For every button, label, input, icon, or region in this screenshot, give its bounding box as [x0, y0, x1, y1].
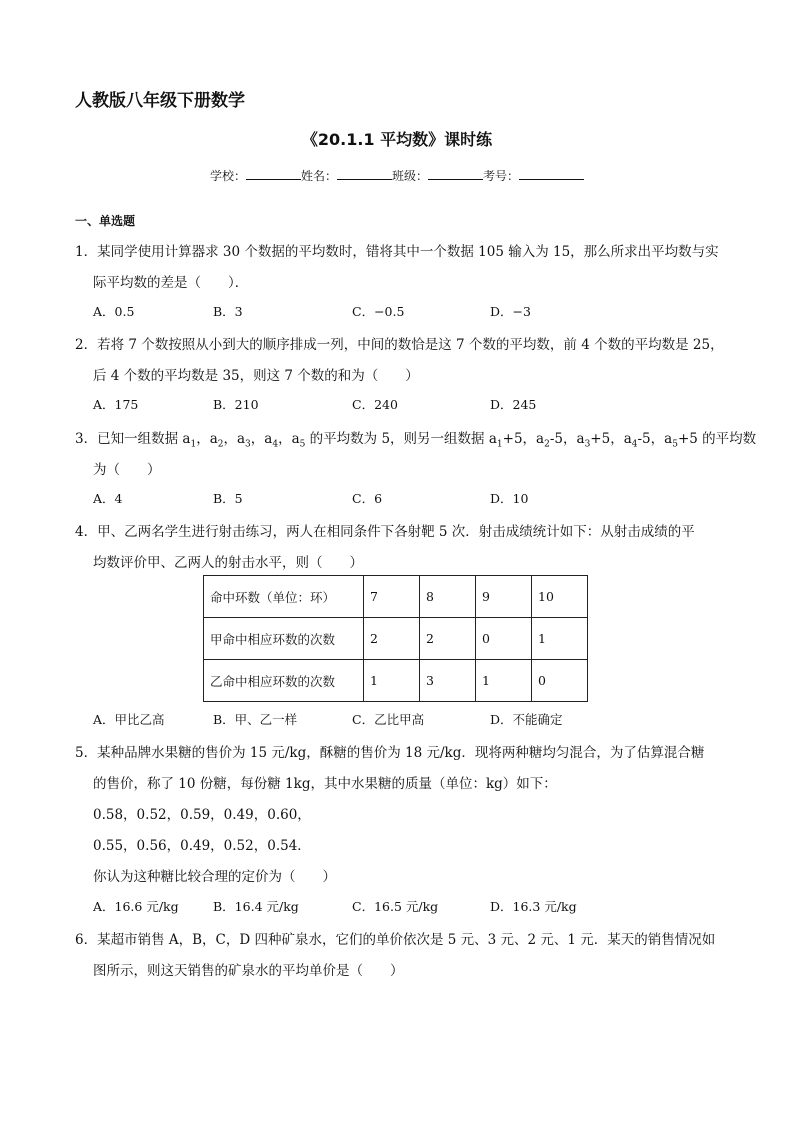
- q2-line2: 后 4 个数的平均数是 35，则这 7 个数的和为（ ）: [93, 368, 419, 384]
- student-info-line: [0, 167, 794, 184]
- class-label: 班级：: [392, 169, 429, 183]
- q6-line1: 6．某超市销售 A，B，C，D 四种矿泉水，它们的单价依次是 5 元、3 元、2 元、1 元．某天的销售情况如: [75, 932, 716, 948]
- school-blank[interactable]: [246, 167, 301, 180]
- section-heading: 一、单选题: [75, 214, 136, 228]
- q5-option-a[interactable]: A．16.6 元/kg: [93, 899, 179, 914]
- table-cell: 0: [532, 660, 588, 702]
- q4-line2: 均数评价甲、乙两人的射击水平，则（ ）: [93, 555, 363, 571]
- q5-line3: 0.58，0.52，0.59，0.49，0.60，: [93, 807, 311, 823]
- q2-option-d[interactable]: D．245: [490, 397, 537, 412]
- q2-line1: 2．若将 7 个数按照从小到大的顺序排成一列，中间的数恰是这 7 个数的平均数，前 4 个数的平均数是 25，: [75, 337, 724, 353]
- q4-line1: 4．甲、乙两名学生进行射击练习，两人在相同条件下各射靶 5 次．射击成绩统计如下：从射击成绩的平: [75, 524, 695, 540]
- class-blank[interactable]: [428, 167, 483, 180]
- q4-option-a[interactable]: A．甲比乙高: [93, 712, 165, 727]
- shooting-stats-table: [203, 575, 588, 702]
- q3-option-a[interactable]: A．4: [93, 491, 123, 506]
- table-cell: 甲命中相应环数的次数: [204, 618, 364, 660]
- q3-option-b[interactable]: B．5: [213, 491, 243, 506]
- q5-option-d[interactable]: D．16.3 元/kg: [490, 899, 577, 914]
- table-cell: 2: [420, 618, 476, 660]
- table-cell: 7: [364, 576, 420, 618]
- q1-option-d[interactable]: D．−3: [490, 304, 531, 319]
- id-blank[interactable]: [519, 167, 584, 180]
- table-cell: 3: [420, 660, 476, 702]
- q2-option-b[interactable]: B．210: [213, 397, 259, 412]
- q5-line5: 你认为这种糖比较合理的定价为（ ）: [93, 869, 336, 885]
- q2-option-a[interactable]: A．175: [93, 397, 139, 412]
- table-cell: 1: [532, 618, 588, 660]
- q1-line1: 1．某同学使用计算器求 30 个数据的平均数时，错将其中一个数据 105 输入为 15，那么所求出平均数与实: [75, 244, 719, 260]
- table-row: [204, 576, 588, 618]
- q5-line1: 5．某种品牌水果糖的售价为 15 元/kg，酥糖的售价为 18 元/kg．现将两种糖均匀混合，为了估算混合糖: [75, 745, 705, 761]
- table-cell: 乙命中相应环数的次数: [204, 660, 364, 702]
- table-cell: 0: [476, 618, 532, 660]
- table-cell: 9: [476, 576, 532, 618]
- school-label: 学校：: [209, 169, 246, 183]
- q3-line2: 为（ ）: [93, 462, 161, 478]
- name-label: 姓名：: [300, 169, 337, 183]
- q1-option-b[interactable]: B．3: [213, 304, 243, 319]
- name-blank[interactable]: [337, 167, 392, 180]
- table-cell: 1: [364, 660, 420, 702]
- id-label: 考号：: [483, 169, 520, 183]
- q3-line1: 3．已知一组数据 $a_1$，$a_2$，$a_3$，$a_4$，$a_5$ 的平均数为 5，则另一组数据 $a_1+5$，$a_2-5$，$a_3+5$，$a_4-5$，$a_5+5$ 的平均数: [75, 431, 757, 450]
- q4-option-b[interactable]: B．甲、乙一样: [213, 712, 298, 727]
- table-cell: 2: [364, 618, 420, 660]
- series-title: 人教版八年级下册数学: [75, 91, 245, 111]
- q5-line4: 0.55，0.56，0.49，0.52，0.54．: [93, 838, 311, 854]
- q3-option-c[interactable]: C．6: [352, 491, 383, 506]
- table-cell: 命中环数（单位：环）: [204, 576, 364, 618]
- q4-option-d[interactable]: D．不能确定: [490, 712, 563, 727]
- q1-option-c[interactable]: C．−0.5: [352, 304, 405, 319]
- q5-option-b[interactable]: B．16.4 元/kg: [213, 899, 299, 914]
- q2-option-c[interactable]: C．240: [352, 397, 398, 412]
- q5-line2: 的售价，称了 10 份糖，每份糖 1kg，其中水果糖的质量（单位：kg）如下：: [93, 776, 557, 792]
- q6-line2: 图所示，则这天销售的矿泉水的平均单价是（ ）: [93, 963, 404, 979]
- table-cell: 10: [532, 576, 588, 618]
- q4-option-c[interactable]: C．乙比甲高: [352, 712, 425, 727]
- table-row: [204, 660, 588, 702]
- q1-option-a[interactable]: A．0.5: [93, 304, 135, 319]
- q1-line2: 际平均数的差是（ ）．: [93, 275, 249, 291]
- table-row: [204, 618, 588, 660]
- table-cell: 8: [420, 576, 476, 618]
- q5-option-c[interactable]: C．16.5 元/kg: [352, 899, 439, 914]
- q3-option-d[interactable]: D．10: [490, 491, 529, 506]
- table-cell: 1: [476, 660, 532, 702]
- document-title: 《20.1.1 平均数》课时练: [301, 130, 493, 149]
